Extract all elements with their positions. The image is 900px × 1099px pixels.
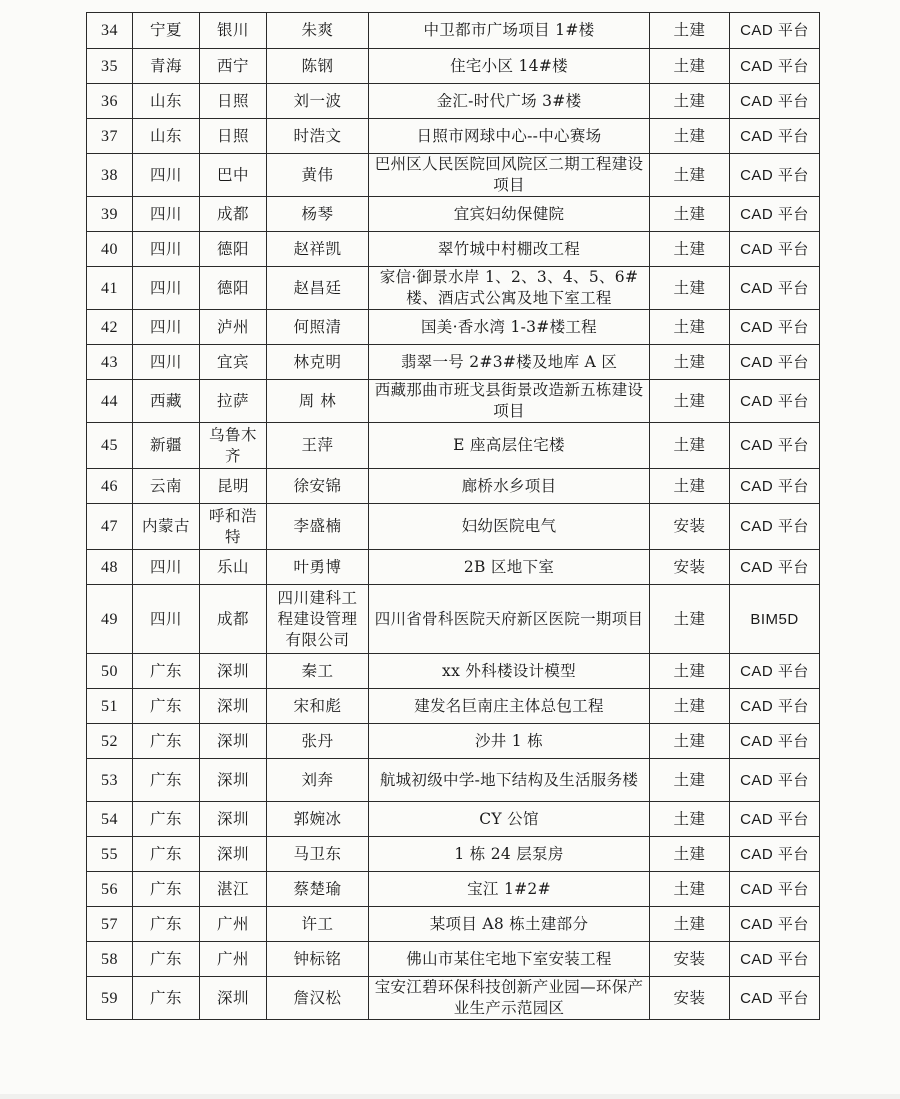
city-cell: 深圳	[200, 802, 267, 837]
platform-cell: CAD 平台	[730, 310, 820, 345]
table-row	[87, 197, 820, 232]
row-number: 46	[87, 469, 133, 504]
person-cell: 刘一波	[267, 84, 369, 119]
project-cell: 宝江 1#2#	[369, 872, 650, 907]
person-cell: 时浩文	[267, 119, 369, 154]
project-cell: 2B 区地下室	[369, 550, 650, 585]
person-cell: 马卫东	[267, 837, 369, 872]
project-cell: 建发名巨南庄主体总包工程	[369, 689, 650, 724]
type-cell: 土建	[650, 872, 730, 907]
city-cell: 成都	[200, 585, 267, 654]
person-cell: 叶勇博	[267, 550, 369, 585]
row-number: 53	[87, 759, 133, 802]
type-cell: 土建	[650, 119, 730, 154]
province-cell: 广东	[133, 654, 200, 689]
project-cell: 家信·御景水岸 1、2、3、4、5、6#楼、酒店式公寓及地下室工程	[369, 267, 650, 310]
city-cell: 宜宾	[200, 345, 267, 380]
table-row	[87, 267, 820, 310]
platform-cell: CAD 平台	[730, 197, 820, 232]
person-cell: 杨琴	[267, 197, 369, 232]
province-cell: 内蒙古	[133, 504, 200, 550]
row-number: 39	[87, 197, 133, 232]
person-cell: 郭婉冰	[267, 802, 369, 837]
table-row	[87, 380, 820, 423]
province-cell: 广东	[133, 759, 200, 802]
province-cell: 广东	[133, 907, 200, 942]
province-cell: 宁夏	[133, 13, 200, 49]
project-cell: 四川省骨科医院天府新区医院一期项目	[369, 585, 650, 654]
table-row	[87, 232, 820, 267]
platform-cell: CAD 平台	[730, 942, 820, 977]
row-number: 52	[87, 724, 133, 759]
platform-cell: CAD 平台	[730, 345, 820, 380]
type-cell: 安装	[650, 942, 730, 977]
city-cell: 日照	[200, 119, 267, 154]
row-number: 45	[87, 423, 133, 469]
table-row	[87, 49, 820, 84]
table-row	[87, 872, 820, 907]
table-row	[87, 907, 820, 942]
province-cell: 四川	[133, 310, 200, 345]
table-row	[87, 802, 820, 837]
platform-cell: CAD 平台	[730, 119, 820, 154]
type-cell: 土建	[650, 423, 730, 469]
city-cell: 泸州	[200, 310, 267, 345]
province-cell: 四川	[133, 345, 200, 380]
project-cell: CY 公馆	[369, 802, 650, 837]
row-number: 50	[87, 654, 133, 689]
person-cell: 朱爽	[267, 13, 369, 49]
table-row	[87, 119, 820, 154]
platform-cell: CAD 平台	[730, 13, 820, 49]
city-cell: 深圳	[200, 724, 267, 759]
province-cell: 西藏	[133, 380, 200, 423]
row-number: 55	[87, 837, 133, 872]
project-cell: 翠竹城中村棚改工程	[369, 232, 650, 267]
person-cell: 徐安锦	[267, 469, 369, 504]
table-row	[87, 977, 820, 1020]
row-number: 47	[87, 504, 133, 550]
province-cell: 四川	[133, 154, 200, 197]
province-cell: 广东	[133, 977, 200, 1020]
person-cell: 李盛楠	[267, 504, 369, 550]
project-cell: 某项目 A8 栋土建部分	[369, 907, 650, 942]
table-row	[87, 585, 820, 654]
platform-cell: CAD 平台	[730, 872, 820, 907]
platform-cell: CAD 平台	[730, 759, 820, 802]
project-cell: 妇幼医院电气	[369, 504, 650, 550]
platform-cell: BIM5D	[730, 585, 820, 654]
person-cell: 周 林	[267, 380, 369, 423]
row-number: 48	[87, 550, 133, 585]
table-row	[87, 942, 820, 977]
city-cell: 德阳	[200, 232, 267, 267]
table-row	[87, 84, 820, 119]
platform-cell: CAD 平台	[730, 504, 820, 550]
row-number: 54	[87, 802, 133, 837]
project-table	[86, 12, 820, 1020]
city-cell: 成都	[200, 197, 267, 232]
person-cell: 詹汉松	[267, 977, 369, 1020]
table-row	[87, 759, 820, 802]
type-cell: 土建	[650, 724, 730, 759]
row-number: 51	[87, 689, 133, 724]
city-cell: 昆明	[200, 469, 267, 504]
type-cell: 土建	[650, 197, 730, 232]
city-cell: 广州	[200, 907, 267, 942]
province-cell: 山东	[133, 84, 200, 119]
project-cell: 宜宾妇幼保健院	[369, 197, 650, 232]
person-cell: 张丹	[267, 724, 369, 759]
type-cell: 土建	[650, 345, 730, 380]
type-cell: 安装	[650, 977, 730, 1020]
type-cell: 土建	[650, 49, 730, 84]
province-cell: 新疆	[133, 423, 200, 469]
province-cell: 云南	[133, 469, 200, 504]
row-number: 34	[87, 13, 133, 49]
platform-cell: CAD 平台	[730, 154, 820, 197]
table-row	[87, 345, 820, 380]
city-cell: 日照	[200, 84, 267, 119]
platform-cell: CAD 平台	[730, 423, 820, 469]
table-row	[87, 724, 820, 759]
table-row	[87, 654, 820, 689]
platform-cell: CAD 平台	[730, 232, 820, 267]
city-cell: 银川	[200, 13, 267, 49]
city-cell: 深圳	[200, 837, 267, 872]
row-number: 49	[87, 585, 133, 654]
type-cell: 土建	[650, 84, 730, 119]
type-cell: 土建	[650, 837, 730, 872]
platform-cell: CAD 平台	[730, 689, 820, 724]
project-cell: 住宅小区 14#楼	[369, 49, 650, 84]
type-cell: 土建	[650, 232, 730, 267]
type-cell: 土建	[650, 154, 730, 197]
city-cell: 巴中	[200, 154, 267, 197]
table-body	[87, 13, 820, 1020]
project-cell: xx 外科楼设计模型	[369, 654, 650, 689]
province-cell: 青海	[133, 49, 200, 84]
province-cell: 四川	[133, 267, 200, 310]
type-cell: 土建	[650, 380, 730, 423]
project-cell: 航城初级中学-地下结构及生活服务楼	[369, 759, 650, 802]
project-cell: 金汇-时代广场 3#楼	[369, 84, 650, 119]
table-row	[87, 310, 820, 345]
platform-cell: CAD 平台	[730, 550, 820, 585]
row-number: 36	[87, 84, 133, 119]
type-cell: 土建	[650, 759, 730, 802]
person-cell: 黄伟	[267, 154, 369, 197]
project-cell: 巴州区人民医院回风院区二期工程建设项目	[369, 154, 650, 197]
platform-cell: CAD 平台	[730, 380, 820, 423]
province-cell: 山东	[133, 119, 200, 154]
person-cell: 王萍	[267, 423, 369, 469]
province-cell: 广东	[133, 942, 200, 977]
project-cell: E 座高层住宅楼	[369, 423, 650, 469]
province-cell: 广东	[133, 837, 200, 872]
platform-cell: CAD 平台	[730, 654, 820, 689]
person-cell: 钟标铭	[267, 942, 369, 977]
city-cell: 拉萨	[200, 380, 267, 423]
province-cell: 广东	[133, 802, 200, 837]
city-cell: 湛江	[200, 872, 267, 907]
row-number: 44	[87, 380, 133, 423]
city-cell: 深圳	[200, 977, 267, 1020]
project-cell: 1 栋 24 层泵房	[369, 837, 650, 872]
type-cell: 土建	[650, 13, 730, 49]
person-cell: 赵昌廷	[267, 267, 369, 310]
person-cell: 赵祥凯	[267, 232, 369, 267]
person-cell: 宋和彪	[267, 689, 369, 724]
person-cell: 陈钢	[267, 49, 369, 84]
platform-cell: CAD 平台	[730, 977, 820, 1020]
platform-cell: CAD 平台	[730, 267, 820, 310]
row-number: 37	[87, 119, 133, 154]
person-cell: 许工	[267, 907, 369, 942]
platform-cell: CAD 平台	[730, 84, 820, 119]
platform-cell: CAD 平台	[730, 837, 820, 872]
row-number: 38	[87, 154, 133, 197]
project-cell: 佛山市某住宅地下室安装工程	[369, 942, 650, 977]
type-cell: 土建	[650, 310, 730, 345]
city-cell: 乌鲁木齐	[200, 423, 267, 469]
type-cell: 土建	[650, 585, 730, 654]
project-cell: 沙井 1 栋	[369, 724, 650, 759]
province-cell: 四川	[133, 585, 200, 654]
table-row	[87, 504, 820, 550]
person-cell: 何照清	[267, 310, 369, 345]
city-cell: 深圳	[200, 759, 267, 802]
person-cell: 四川建科工程建设管理有限公司	[267, 585, 369, 654]
table-row	[87, 13, 820, 49]
type-cell: 土建	[650, 469, 730, 504]
row-number: 43	[87, 345, 133, 380]
table-row	[87, 837, 820, 872]
project-cell: 国美·香水湾 1-3#楼工程	[369, 310, 650, 345]
province-cell: 广东	[133, 689, 200, 724]
project-cell: 廊桥水乡项目	[369, 469, 650, 504]
province-cell: 广东	[133, 724, 200, 759]
type-cell: 土建	[650, 907, 730, 942]
type-cell: 安装	[650, 550, 730, 585]
row-number: 59	[87, 977, 133, 1020]
platform-cell: CAD 平台	[730, 724, 820, 759]
person-cell: 蔡楚瑜	[267, 872, 369, 907]
person-cell: 刘奔	[267, 759, 369, 802]
project-cell: 日照市网球中心--中心赛场	[369, 119, 650, 154]
row-number: 41	[87, 267, 133, 310]
row-number: 56	[87, 872, 133, 907]
project-cell: 西藏那曲市班戈县街景改造新五栋建设项目	[369, 380, 650, 423]
platform-cell: CAD 平台	[730, 907, 820, 942]
table-row	[87, 469, 820, 504]
platform-cell: CAD 平台	[730, 469, 820, 504]
table-row	[87, 550, 820, 585]
project-cell: 宝安江碧环保科技创新产业园—环保产业生产示范园区	[369, 977, 650, 1020]
row-number: 42	[87, 310, 133, 345]
city-cell: 深圳	[200, 654, 267, 689]
row-number: 57	[87, 907, 133, 942]
platform-cell: CAD 平台	[730, 49, 820, 84]
page-bottom-edge	[0, 1094, 900, 1099]
city-cell: 西宁	[200, 49, 267, 84]
table-row	[87, 423, 820, 469]
city-cell: 呼和浩特	[200, 504, 267, 550]
table-row	[87, 154, 820, 197]
city-cell: 深圳	[200, 689, 267, 724]
row-number: 40	[87, 232, 133, 267]
person-cell: 秦工	[267, 654, 369, 689]
type-cell: 土建	[650, 802, 730, 837]
city-cell: 乐山	[200, 550, 267, 585]
person-cell: 林克明	[267, 345, 369, 380]
platform-cell: CAD 平台	[730, 802, 820, 837]
row-number: 58	[87, 942, 133, 977]
city-cell: 德阳	[200, 267, 267, 310]
type-cell: 土建	[650, 267, 730, 310]
province-cell: 四川	[133, 197, 200, 232]
row-number: 35	[87, 49, 133, 84]
type-cell: 土建	[650, 654, 730, 689]
province-cell: 广东	[133, 872, 200, 907]
province-cell: 四川	[133, 232, 200, 267]
project-cell: 翡翠一号 2#3#楼及地库 A 区	[369, 345, 650, 380]
type-cell: 安装	[650, 504, 730, 550]
type-cell: 土建	[650, 689, 730, 724]
province-cell: 四川	[133, 550, 200, 585]
project-cell: 中卫都市广场项目 1#楼	[369, 13, 650, 49]
city-cell: 广州	[200, 942, 267, 977]
table-row	[87, 689, 820, 724]
